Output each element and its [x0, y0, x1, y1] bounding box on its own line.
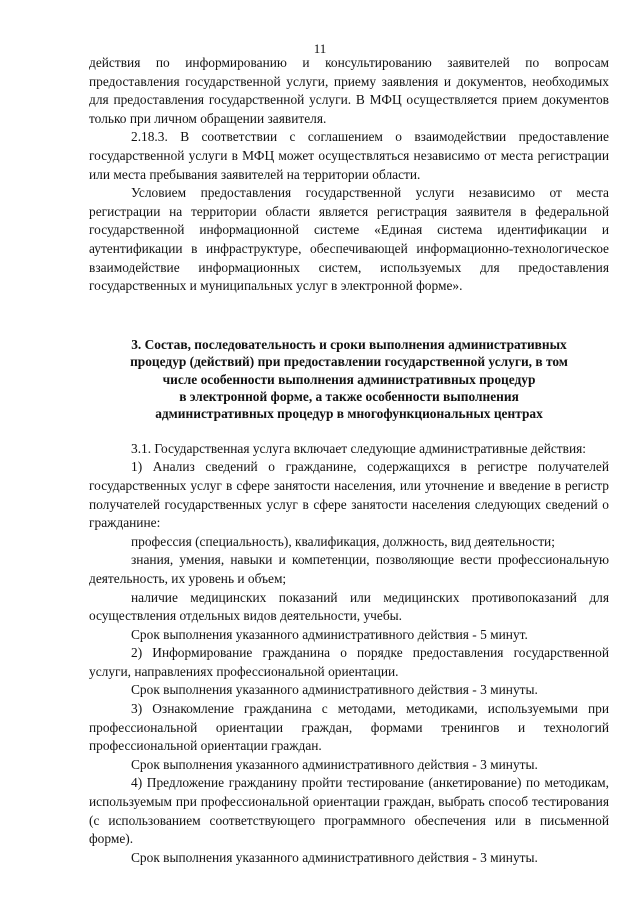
paragraph-deadline-3-min: Срок выполнения указанного административного действия - 3 минуты.: [131, 682, 538, 698]
paragraph-medical: наличие медицинских показаний или медицинских противопоказаний для осуществления отдельных видов деятельности, учебы.: [89, 589, 609, 624]
section-title-line: процедур (действий) при предоставлении государственной услуги, в том: [130, 354, 568, 370]
paragraph-2-18-3: 2.18.3. В соответствии с соглашением о взаимодействии предоставление государственной услуги в МФЦ может осуществляться независимо от места регистрации или места пребывания заявителей на территории области.: [89, 129, 609, 182]
paragraph-deadline-3-min: Срок выполнения указанного административного действия - 3 минуты.: [131, 849, 538, 865]
paragraph-item-1: 1) Анализ сведений о гражданине, содержащихся в регистре получателей государственных услуг в сфере занятости населения, или уточнение и введение в регистр получателей государственных услуг в сфере занятости населения следующих сведений о гражданине:: [89, 459, 609, 531]
section-title-line: административных процедур в многофункциональных центрах: [155, 406, 543, 422]
page-number: 11: [313, 41, 327, 56]
document-body: [89, 54, 609, 867]
section-title-line: числе особенности выполнения административных процедур: [162, 371, 536, 387]
paragraph-registration-condition: Условием предоставления государственной услуги независимо от места регистрации на территории области является регистрация заявителя в федеральной государственной информационной системе «Единая система идентификации и аутентификации в инфраструктуре, обеспечивающей информационно-технологическое взаимодействие информационных систем, используемых для предоставления государственных и муниципальных услуг в электронной форме».: [89, 185, 609, 294]
paragraph-3-1: 3.1. Государственная услуга включает следующие административные действия:: [131, 440, 587, 456]
section-title-line: в электронной форме, а также особенности выполнения: [179, 388, 519, 404]
paragraph-item-2: 2) Информирование гражданина о порядке предоставления государственной услуги, направлениях профессиональной ориентации.: [89, 645, 609, 679]
paragraph-knowledge: знания, умения, навыки и компетенции, позволяющие вести профессиональную деятельность, их уровень и объем;: [89, 552, 609, 586]
section-3-title: [89, 336, 609, 423]
paragraph-item-4: 4) Предложение гражданину пройти тестирование (анкетирование) по методикам, используемым при профессиональной ориентации граждан, выбрать способ тестирования (с использованием соответствующего программного обеспечения или в письменной форме).: [89, 775, 609, 847]
paragraph-deadline-5-min: Срок выполнения указанного административного действия - 5 минут.: [131, 626, 528, 642]
paragraph-deadline-3-min: Срок выполнения указанного административного действия - 3 минуты.: [131, 756, 538, 772]
paragraph-profession: профессия (специальность), квалификация, должность, вид деятельности;: [131, 533, 555, 549]
paragraph-item-3: 3) Ознакомление гражданина с методами, методиками, используемыми при профессиональной ориентации граждан, формами тренингов и технологий профессиональной ориентации граждан.: [89, 701, 609, 754]
paragraph-continuation: действия по информированию и консультированию заявителей по вопросам предоставления государственной услуги, приему заявления и документов, необходимых для предоставления государственной услуги. В МФЦ осуществляется прием документов только при личном обращении заявителя.: [89, 55, 609, 126]
section-title-line: 3. Состав, последовательность и сроки выполнения административных: [131, 336, 567, 352]
